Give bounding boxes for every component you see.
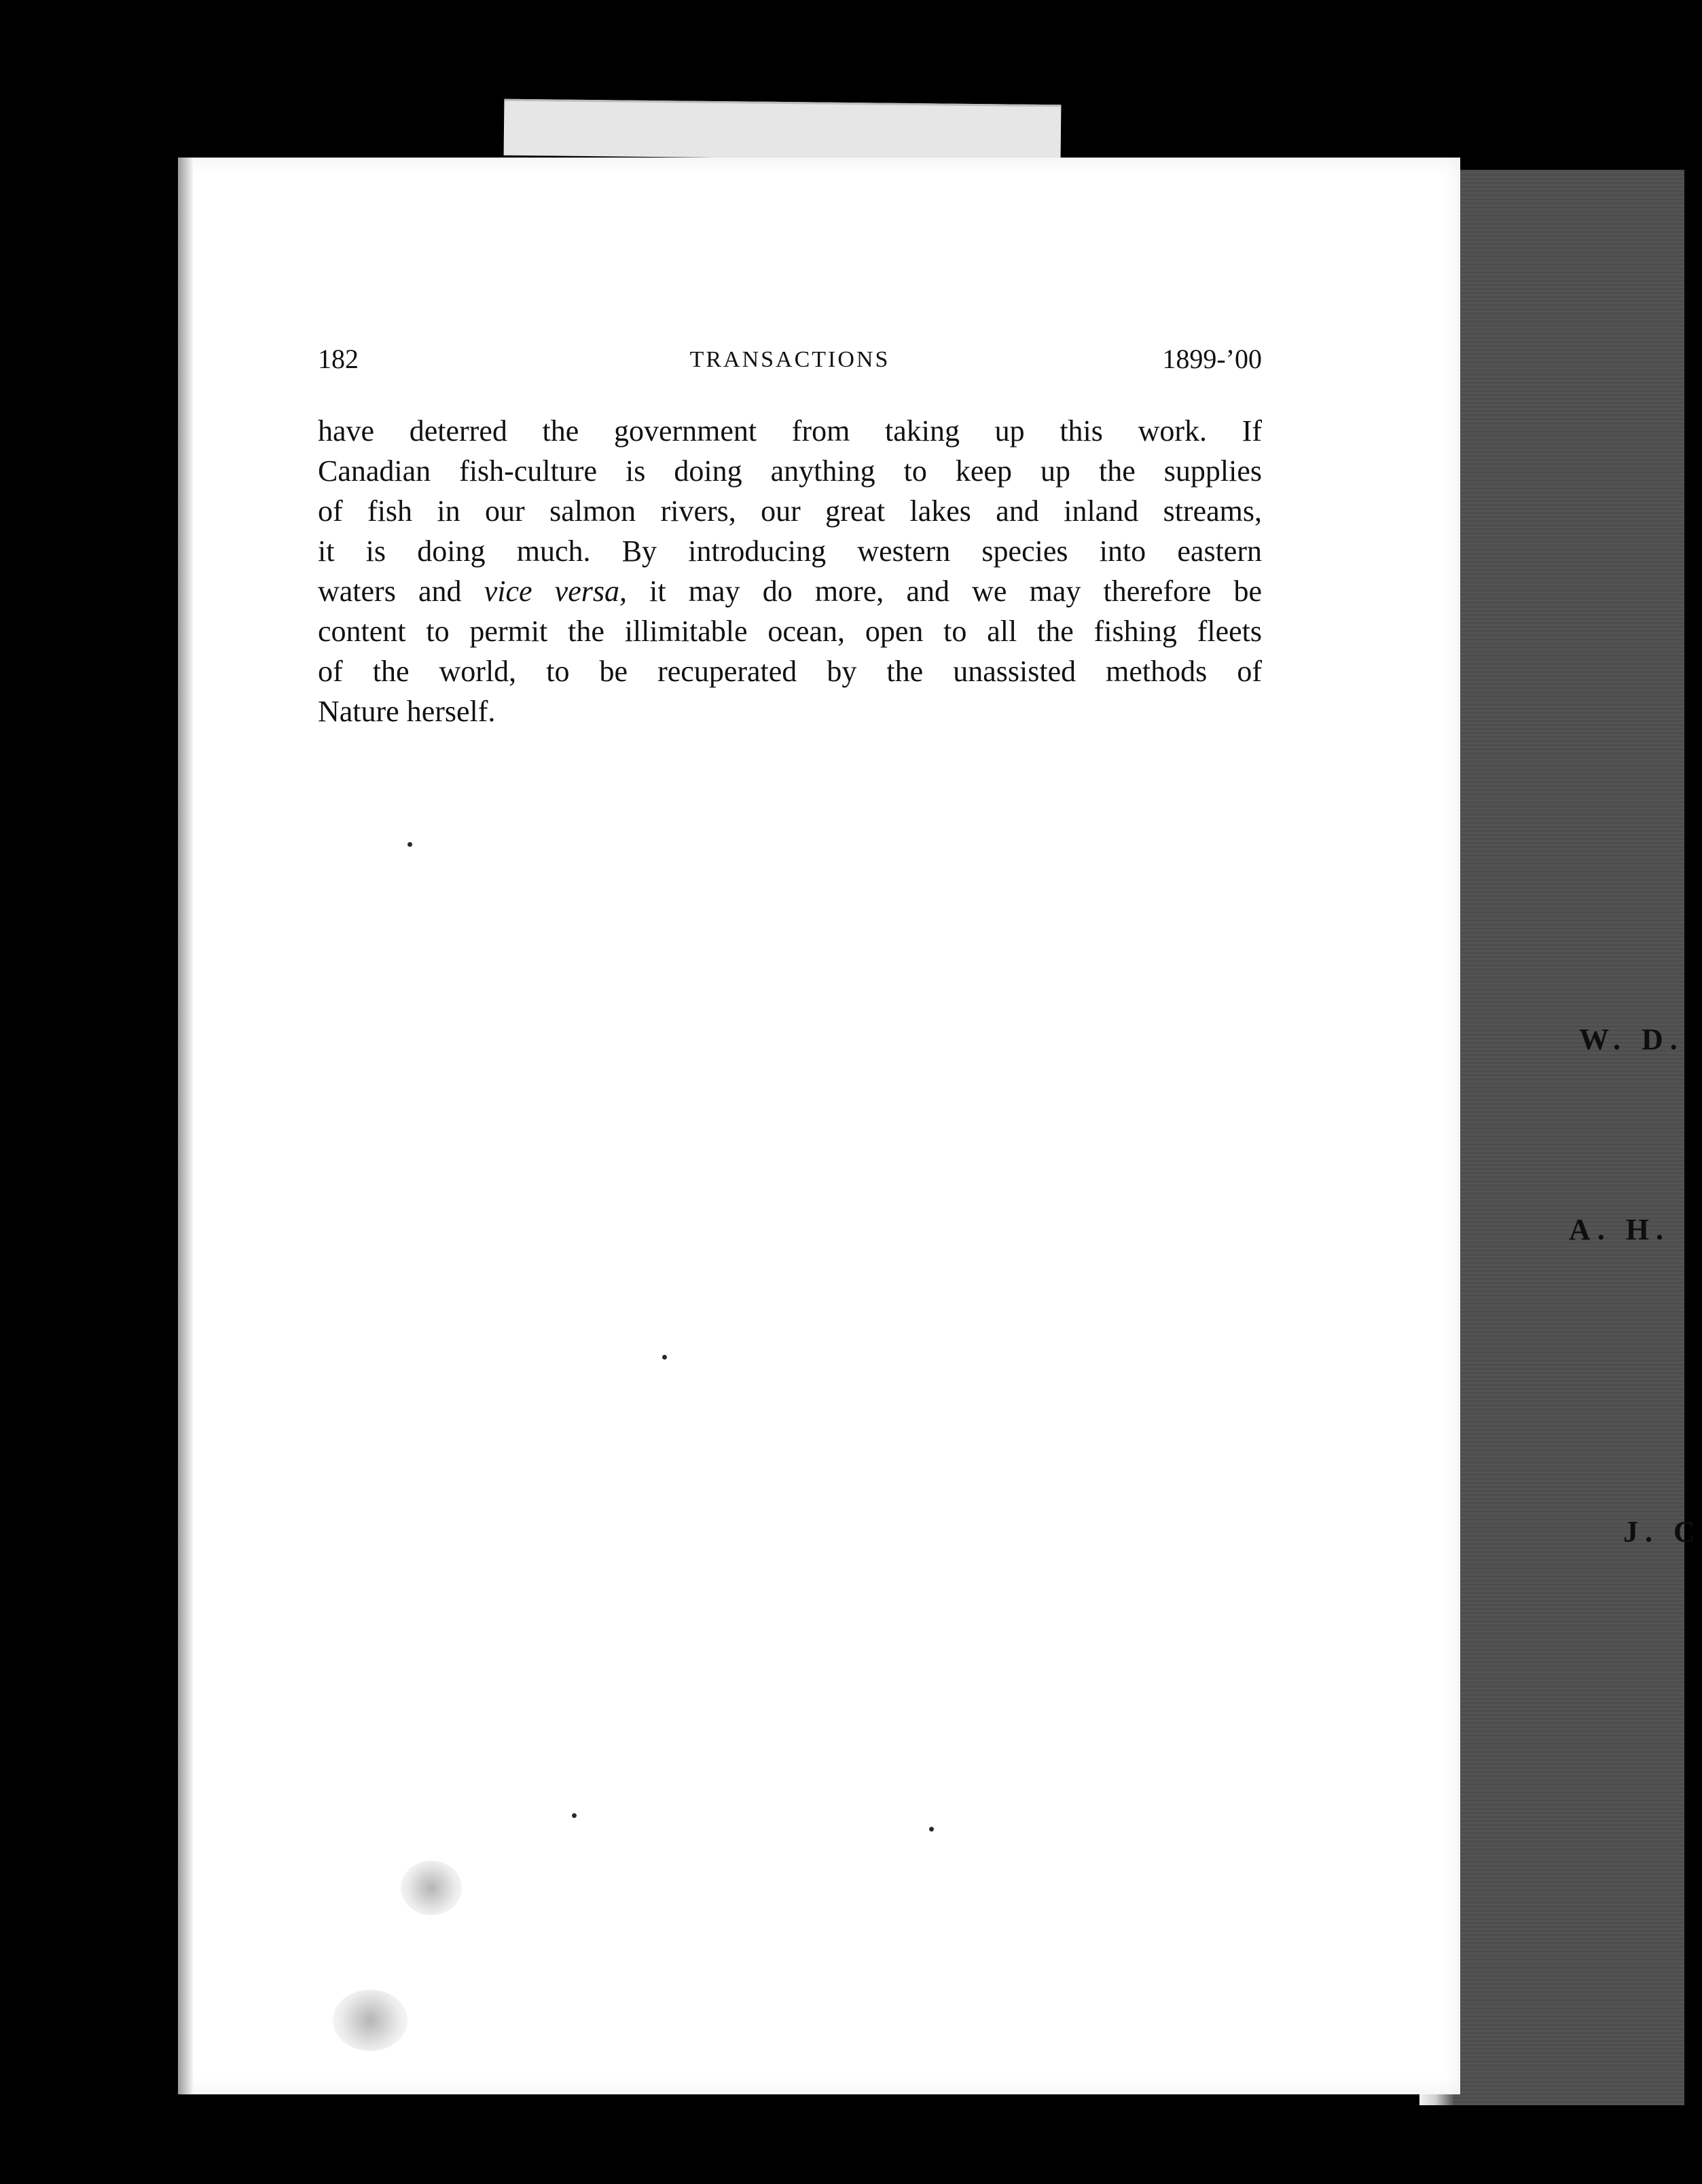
text-line: of fish in our salmon rivers, our great lakes and inland streams, [318,494,1262,528]
text-line-with-italic [318,571,1262,611]
cover-board [1453,170,1702,2105]
running-year: 1899-’00 [1162,344,1262,374]
text-segment: waters and [318,575,484,608]
text-line: have deterred the government from taking up this work. If [318,414,1262,448]
body-paragraph [318,411,1262,731]
text-line: it is doing much. By introducing western species into eastern [318,534,1262,568]
running-title: TRANSACTIONS [689,347,890,372]
text-line: content to permit the illimitable ocean, open to all the fishing fleets [318,615,1262,648]
text-line: Nature herself. [318,695,496,728]
italic-phrase: vice versa, [484,575,627,608]
page-speck [572,1813,577,1818]
page-number: 182 [318,344,359,374]
page-smudge [401,1861,462,1915]
cover-initials-1: W. D. [1579,1023,1684,1056]
cover-initials-3: J. C [1623,1515,1702,1548]
page-gutter-edge [178,158,193,2094]
text-segment: it may do more, and we may therefore be [627,575,1262,608]
page-smudge [333,1990,408,2051]
page-speck [408,842,412,847]
text-line: of the world, to be recuperated by the unassisted methods of [318,655,1262,688]
cover-initials-2: A. H. [1569,1213,1670,1246]
running-head [318,343,1262,384]
page-speck [929,1827,934,1832]
text-line: Canadian fish-culture is doing anything to keep up the supplies [318,454,1262,488]
protruding-paper-slip [504,99,1062,162]
page-speck [662,1355,667,1360]
